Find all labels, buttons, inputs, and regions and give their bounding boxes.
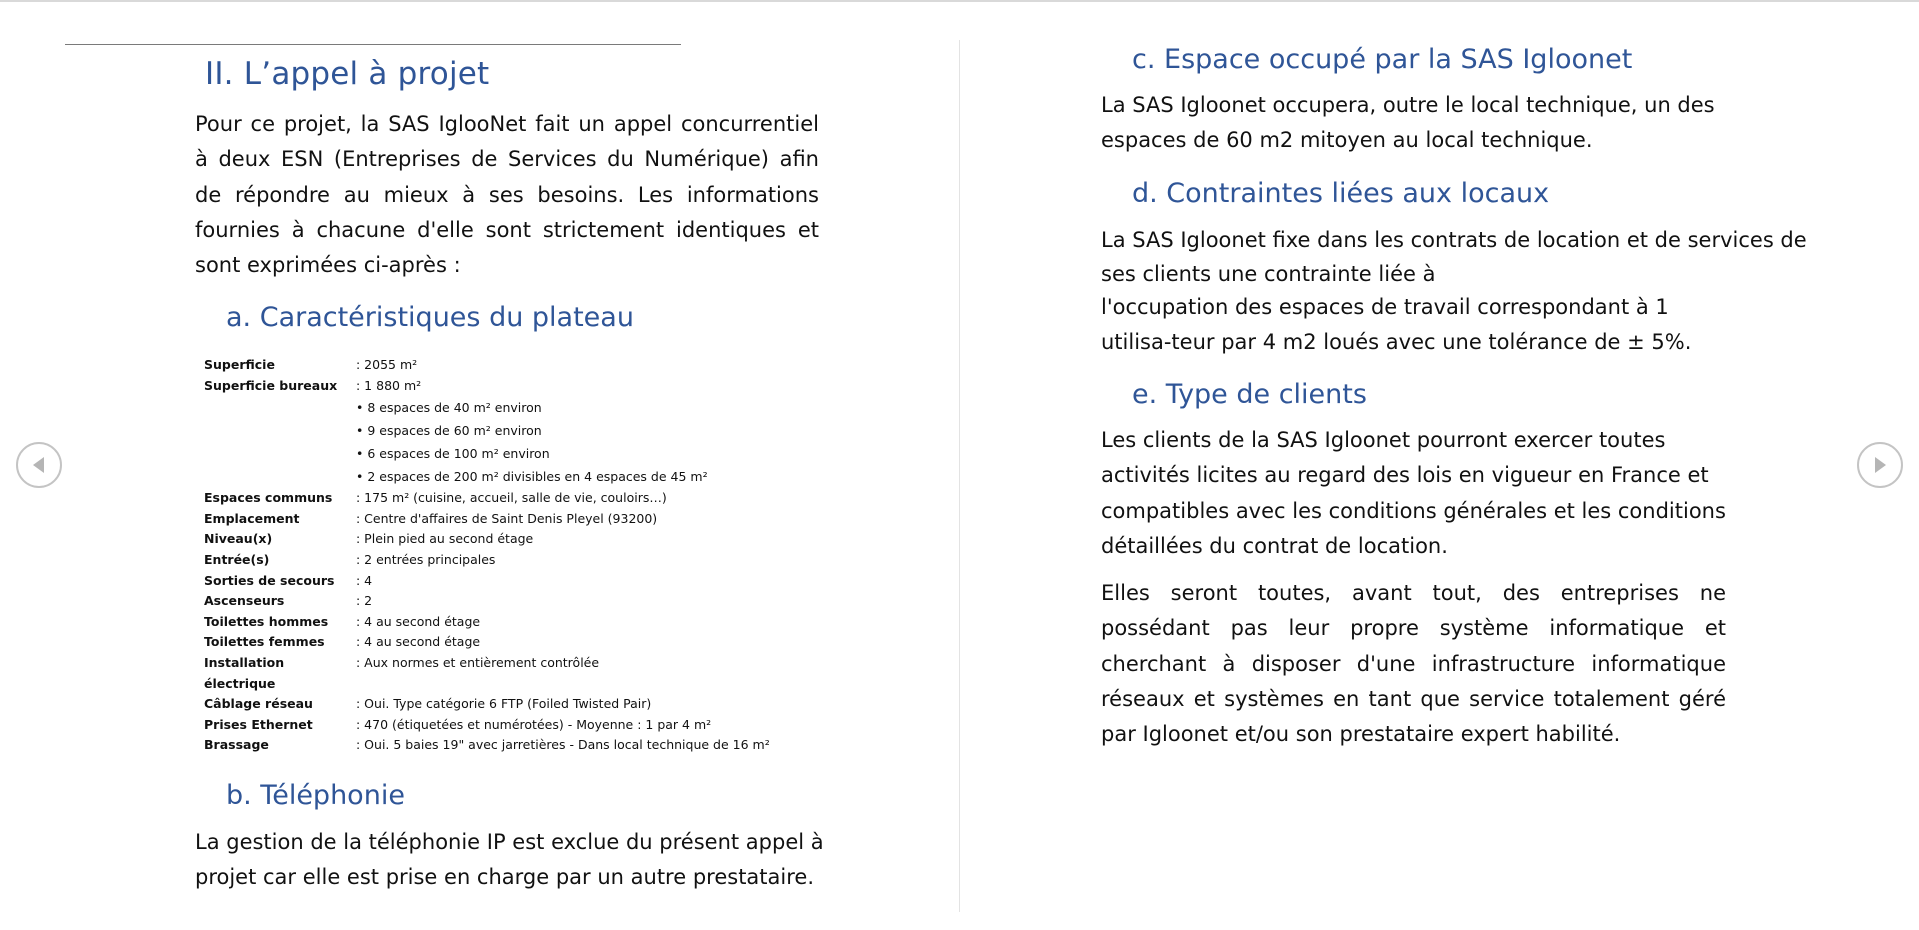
table-row: Câblage réseau : Oui. Type catégorie 6 FTP (Foiled Twisted Pair) [204, 696, 652, 712]
table-row: Toilettes hommes : 4 au second étage [204, 613, 481, 629]
table-row: Prises Ethernet : 470 (étiquetées et numérotées) - Moyenne : 1 par 4 m² [204, 716, 712, 732]
next-page-button[interactable] [1857, 442, 1903, 488]
table-row: Superficie : 2055 m² [204, 357, 418, 372]
chevron-right-icon [1872, 456, 1888, 474]
table-row: Sorties de secours : 4 [204, 572, 373, 588]
intro-paragraph: Pour ce projet, la SAS IglooNet fait un appel concurrentiel à deux ESN (Entreprises de Services du Numérique) afin de répondre au mieux à ses besoins. Les informations fournies à chacune d'elle sont strictement identiques et sont exprimées ci-après : [195, 112, 819, 278]
chevron-left-icon [31, 456, 47, 474]
type-clients-paragraph-2: Elles seront toutes, avant tout, des entreprises ne possédant pas leur propre système informatique et cherchant à disposer d'une infrastructure informatique réseaux et systèmes en tant que service totalement géré par Igloonet et/ou son prestataire expert habilité. [1101, 581, 1726, 747]
table-row: Espaces communs : 175 m² (cuisine, accueil, salle de vie, couloirs…) [204, 490, 667, 506]
table-row: • 2 espaces de 200 m² divisibles en 4 espaces de 45 m² [356, 469, 708, 485]
table-row: • 9 espaces de 60 m² environ [356, 423, 542, 439]
subheading-contraintes: d. Contraintes liées aux locaux [1132, 178, 1550, 209]
header-rule [65, 44, 681, 45]
table-row: Ascenseurs : 2 [204, 593, 373, 609]
table-row: Entrée(s) : 2 entrées principales [204, 551, 496, 567]
subheading-type-clients: e. Type de clients [1132, 379, 1367, 410]
telephonie-paragraph: La gestion de la téléphonie IP est exclue du présent appel à projet car elle est prise en charge par un autre prestataire. [195, 830, 824, 890]
specs-table [204, 355, 770, 756]
type-clients-paragraph-1: Les clients de la SAS Igloonet pourront exercer toutes activités licites au regard des lois en vigueur en France et compatibles avec les conditions générales et les conditions détaillées du contrat de location. [1101, 428, 1726, 558]
table-row: • 8 espaces de 40 m² environ [356, 400, 542, 416]
espace-occupe-paragraph: La SAS Igloonet occupera, outre le local technique, un des espaces de 60 m2 mitoyen au local technique. [1101, 93, 1715, 153]
subheading-telephonie: b. Téléphonie [226, 780, 405, 811]
table-row: Installation électrique : Aux normes et entièrement contrôlée [204, 654, 600, 691]
subheading-caracteristiques: a. Caractéristiques du plateau [226, 302, 634, 333]
contraintes-paragraph-2: l'occupation des espaces de travail correspondant à 1 utilisa-teur par 4 m2 loués avec une tolérance de ± 5%. [1101, 295, 1692, 354]
window-top-border [0, 0, 1919, 2]
section-heading-appel-a-projet: II. L’appel à projet [205, 56, 490, 92]
contraintes-paragraph-1: La SAS Igloonet fixe dans les contrats de location et de services de ses clients une contrainte liée à [1101, 228, 1807, 286]
page-divider [959, 40, 960, 912]
table-row: • 6 espaces de 100 m² environ [356, 446, 550, 462]
table-row: Emplacement : Centre d'affaires de Saint Denis Pleyel (93200) [204, 510, 658, 526]
table-row: Brassage : Oui. 5 baies 19" avec jarretières - Dans local technique de 16 m² [204, 737, 770, 753]
table-row: Niveau(x) : Plein pied au second étage [204, 531, 534, 547]
previous-page-button[interactable] [16, 442, 62, 488]
subheading-espace-occupe: c. Espace occupé par la SAS Igloonet [1132, 44, 1633, 75]
table-row: Toilettes femmes : 4 au second étage [204, 634, 481, 650]
table-row: Superficie bureaux : 1 880 m² [204, 377, 422, 393]
